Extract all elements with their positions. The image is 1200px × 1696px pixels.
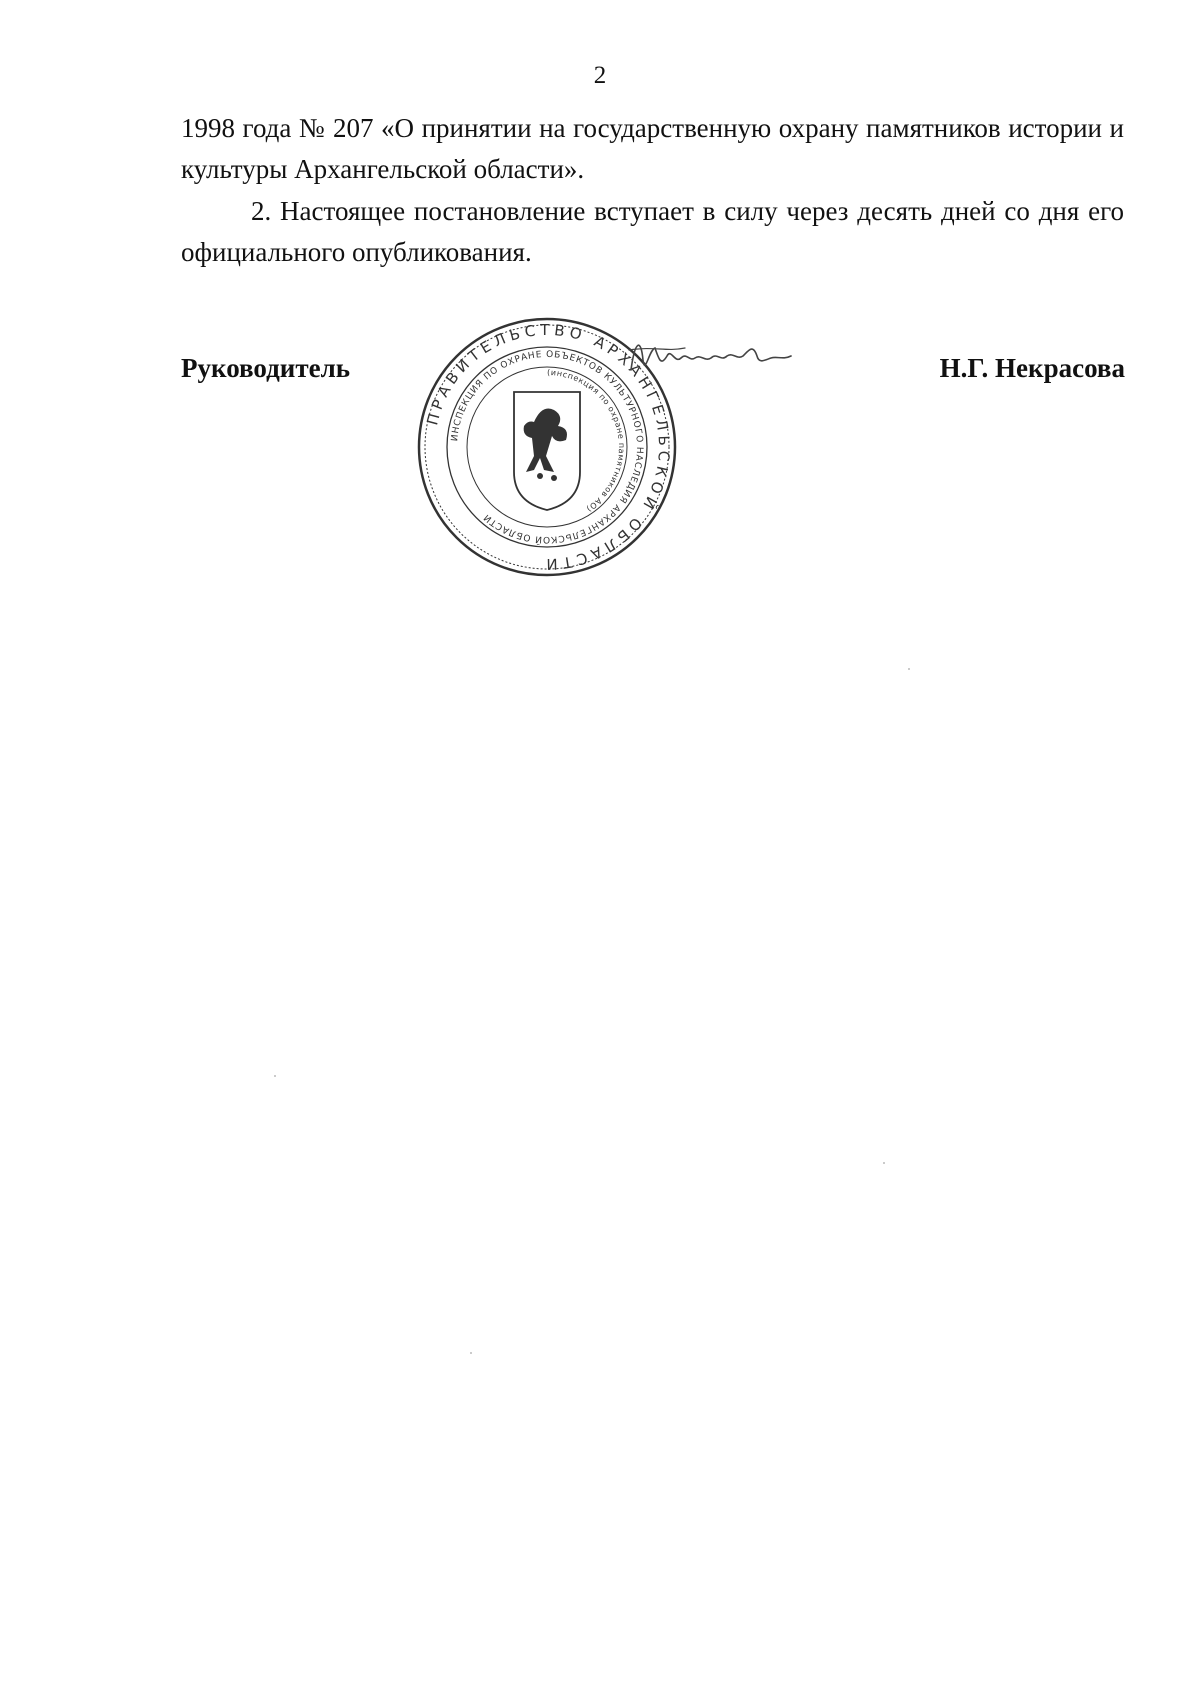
scan-speck <box>883 1162 885 1164</box>
signatory-position: Руководитель <box>181 353 351 383</box>
signatory-name: Н.Г. Некрасова <box>939 353 1125 383</box>
scan-speck <box>274 1075 276 1077</box>
page-number: 2 <box>593 62 607 89</box>
paragraph-1: 1998 года № 207 «О принятии на государственную охрану памятников истории и культуры Архангельской области». <box>181 113 1124 184</box>
handwritten-signature <box>625 330 795 390</box>
paragraph-2: 2. Настоящее постановление вступает в силу через десять дней со дня его официального опубликования. <box>181 196 1124 267</box>
scan-speck <box>908 668 910 670</box>
scan-speck <box>470 1352 472 1354</box>
stamp-middle-text: ИНСПЕКЦИЯ ПО ОХРАНЕ ОБЪЕКТОВ КУЛЬТУРНОГО НАСЛЕДИЯ АРХАНГЕЛЬСКОЙ ОБЛАСТИ <box>450 349 645 545</box>
stamp-outer-text: ПРАВИТЕЛЬСТВО АРХАНГЕЛЬСКОЙ ОБЛАСТИ <box>423 320 674 574</box>
stamp-inner-text: (инспекция по охране памятников АО) <box>546 367 627 514</box>
coat-of-arms-icon <box>514 392 580 510</box>
